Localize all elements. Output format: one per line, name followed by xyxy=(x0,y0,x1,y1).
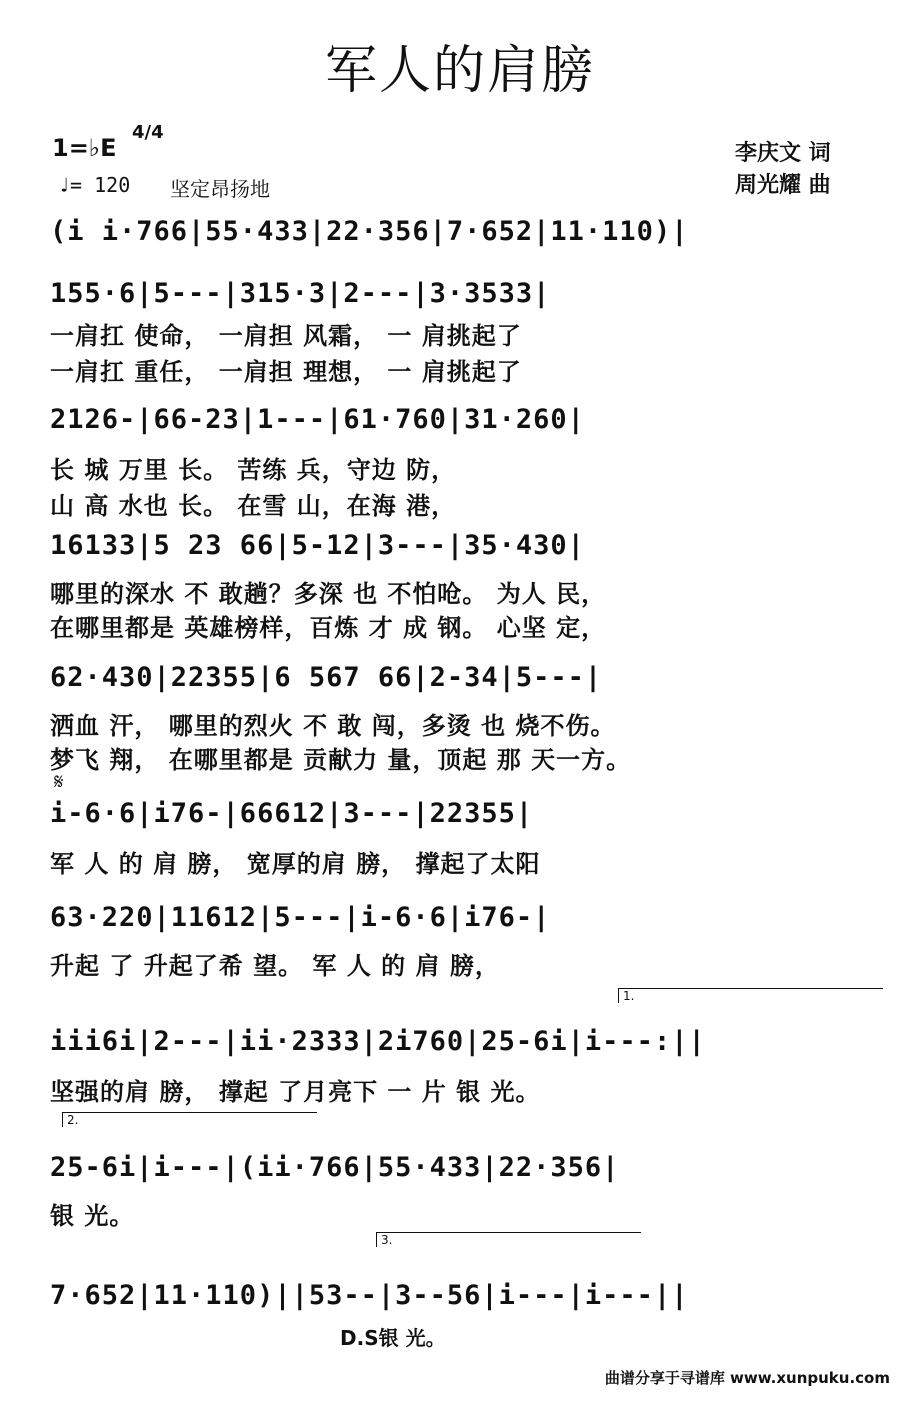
source-footer: 曲谱分享于寻谱库 www.xunpuku.com xyxy=(604,1369,890,1387)
lyric-line-12: 银 光。 xyxy=(50,1202,135,1230)
first-ending-bracket: 1. xyxy=(618,988,883,1003)
lyric-line-1: 一肩扛 使命， 一肩担 风霜， 一 肩挑起了 xyxy=(50,322,522,350)
notation-row-8: iii6i|2---|ii·2333|2i760|25-6i|i---:|| xyxy=(50,1026,706,1057)
second-ending-bracket: 2. xyxy=(62,1112,317,1127)
lyric-line-4: 山 高 水也 长。 在雪 山，在海 港， xyxy=(50,492,457,520)
notation-row-3: 2126-|66-23|1---|61·760|31·260| xyxy=(50,404,585,435)
notation-row-4: 16133|5 23 66|5-12|3---|35·430| xyxy=(50,530,585,561)
notation-row-10: 7·652|11·110)||53--|3--56|i---|i---|| xyxy=(50,1280,689,1311)
lyric-line-7: 洒血 汗， 哪里的烈火 不 敢 闯，多烫 也 烧不伤。 xyxy=(50,712,616,740)
third-ending-bracket: 3. xyxy=(376,1232,641,1247)
notation-row-7: 63·220|11612|5---|i-6·6|i76-| xyxy=(50,902,551,933)
key-signature: 1=♭E xyxy=(52,134,117,162)
song-title: 军人的肩膀 xyxy=(324,41,595,101)
lyric-line-11: 坚强的肩 膀， 撑起 了月亮下 一 片 银 光。 xyxy=(50,1078,541,1106)
notation-row-6: i-6·6|i76-|66612|3---|22355| xyxy=(50,798,534,829)
notation-row-5: 62·430|22355|6 567 66|2-34|5---| xyxy=(50,662,603,693)
lyric-line-6: 在哪里都是 英雄榜样，百炼 才 成 钢。 心坚 定， xyxy=(50,614,607,642)
lyric-line-9: 军 人 的 肩 膀， 宽厚的肩 膀， 撑起了太阳 xyxy=(50,850,541,878)
lyric-line-5: 哪里的深水 不 敢趟？多深 也 不怕呛。 为人 民， xyxy=(50,580,607,608)
dal-segno-lyric: D.S银 光。 xyxy=(340,1326,446,1350)
notation-row-9: 25-6i|i---|(ii·766|55·433|22·356| xyxy=(50,1152,620,1183)
expression-marking: 坚定昂扬地 xyxy=(170,177,270,201)
lyric-line-3: 长 城 万里 长。 苦练 兵，守边 防， xyxy=(50,456,457,484)
notation-row-1: (i i·766|55·433|22·356|7·652|11·110)| xyxy=(50,216,689,247)
lyric-line-8: 梦飞 翔， 在哪里都是 贡献力 量，顶起 那 天一方。 xyxy=(50,746,632,774)
composer-credit: 周光耀 曲 xyxy=(735,173,831,198)
lyric-line-10: 升起 了 升起了希 望。 军 人 的 肩 膀， xyxy=(50,952,500,980)
tempo-marking: ♩= 120 xyxy=(58,173,131,197)
lyric-line-2: 一肩扛 重任， 一肩担 理想， 一 肩挑起了 xyxy=(50,358,522,386)
time-signature: 4/4 xyxy=(132,122,164,143)
notation-row-2: 155·6|5---|315·3|2---|3·3533| xyxy=(50,278,551,309)
lyricist-credit: 李庆文 词 xyxy=(735,141,831,166)
segno-sign: 𝄋 xyxy=(54,770,64,795)
